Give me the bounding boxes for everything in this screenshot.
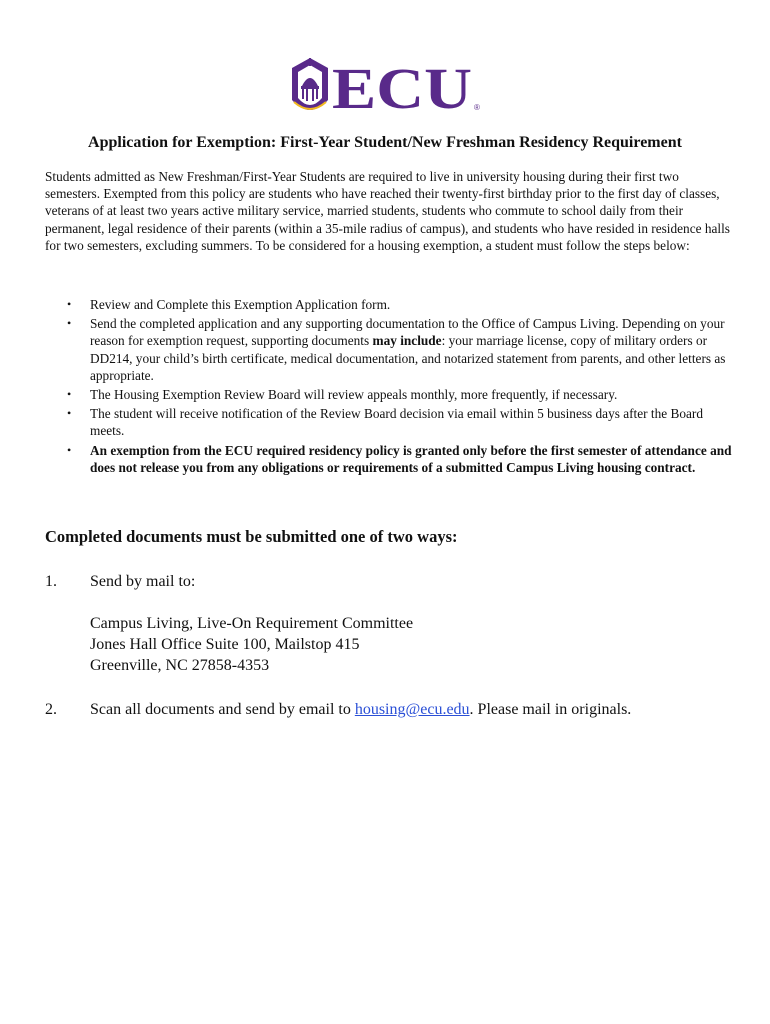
ecu-logo bbox=[288, 50, 484, 124]
step-text: Review and Complete this Exemption Application form. bbox=[90, 297, 391, 312]
method-number: 1. bbox=[45, 573, 57, 590]
step-item bbox=[45, 442, 735, 476]
bullet-icon: • bbox=[67, 442, 72, 457]
step-item bbox=[45, 296, 735, 313]
bullet-icon: • bbox=[67, 316, 72, 331]
bullet-icon: • bbox=[67, 297, 72, 311]
page-title: Application for Exemption: First-Year Student/New Freshman Residency Requirement bbox=[88, 134, 682, 151]
step-item bbox=[45, 405, 735, 439]
address-line: Greenville, NC 27858-4353 bbox=[90, 657, 270, 674]
mailing-address bbox=[90, 613, 413, 676]
logo-wordmark: ECU bbox=[332, 56, 472, 121]
method-text-post: . Please mail in originals. bbox=[469, 701, 632, 718]
method-text: Send by mail to: bbox=[90, 573, 196, 590]
step-text-bold: An exemption from the ECU required residency policy is granted only before the first semester of attendance and does not release you from any obligations or requirements of a submitted Campus Living housing contract. bbox=[90, 442, 732, 475]
address-line: Jones Hall Office Suite 100, Mailstop 415 bbox=[90, 636, 360, 653]
step-text: The Housing Exemption Review Board will review appeals monthly, more frequently, if necessary. bbox=[90, 387, 618, 403]
address-line: Campus Living, Live-On Requirement Committee bbox=[90, 615, 414, 632]
step-item bbox=[45, 386, 735, 403]
bullet-icon: • bbox=[67, 387, 72, 402]
step-emphasis: may include bbox=[372, 333, 442, 349]
intro-paragraph: Students admitted as New Freshman/First-Year Students are required to live in university housing during their first two semesters. Exempted from this policy are students who have reached their twenty-first birthday prior to the first day of classes, veterans of at least two years active military service, married students, students who commute to school daily from their permanent, legal residence of their parents (within a 35-mile radius of campus), and students who have resided in residence halls for two semesters, excluding summers. To be considered for a housing exemption, a student must follow the steps below: bbox=[45, 169, 730, 253]
steps-list bbox=[45, 296, 735, 478]
method-text-pre: Scan all documents and send by email to bbox=[90, 701, 355, 718]
bullet-icon: • bbox=[67, 406, 72, 421]
method-number: 2. bbox=[45, 701, 57, 718]
step-text: Send the completed application and any supporting documentation to the Office of Campus Living. Depending on your reason for exemption request, supporting documents bbox=[90, 316, 725, 349]
submit-heading: Completed documents must be submitted one of two ways: bbox=[45, 527, 458, 546]
email-link[interactable]: housing@ecu.edu bbox=[354, 701, 470, 718]
step-text: The student will receive notification of the Review Board decision via email within 5 business days after the Board meets. bbox=[90, 406, 703, 439]
registered-mark: ® bbox=[474, 103, 480, 112]
method-text bbox=[90, 699, 740, 720]
step-item bbox=[45, 315, 735, 384]
step-text: : your marriage license, copy of military orders or DD214, your child’s birth certificate, medical documentation, and notarized statement from parents, and other letters as appropriate. bbox=[90, 333, 726, 383]
